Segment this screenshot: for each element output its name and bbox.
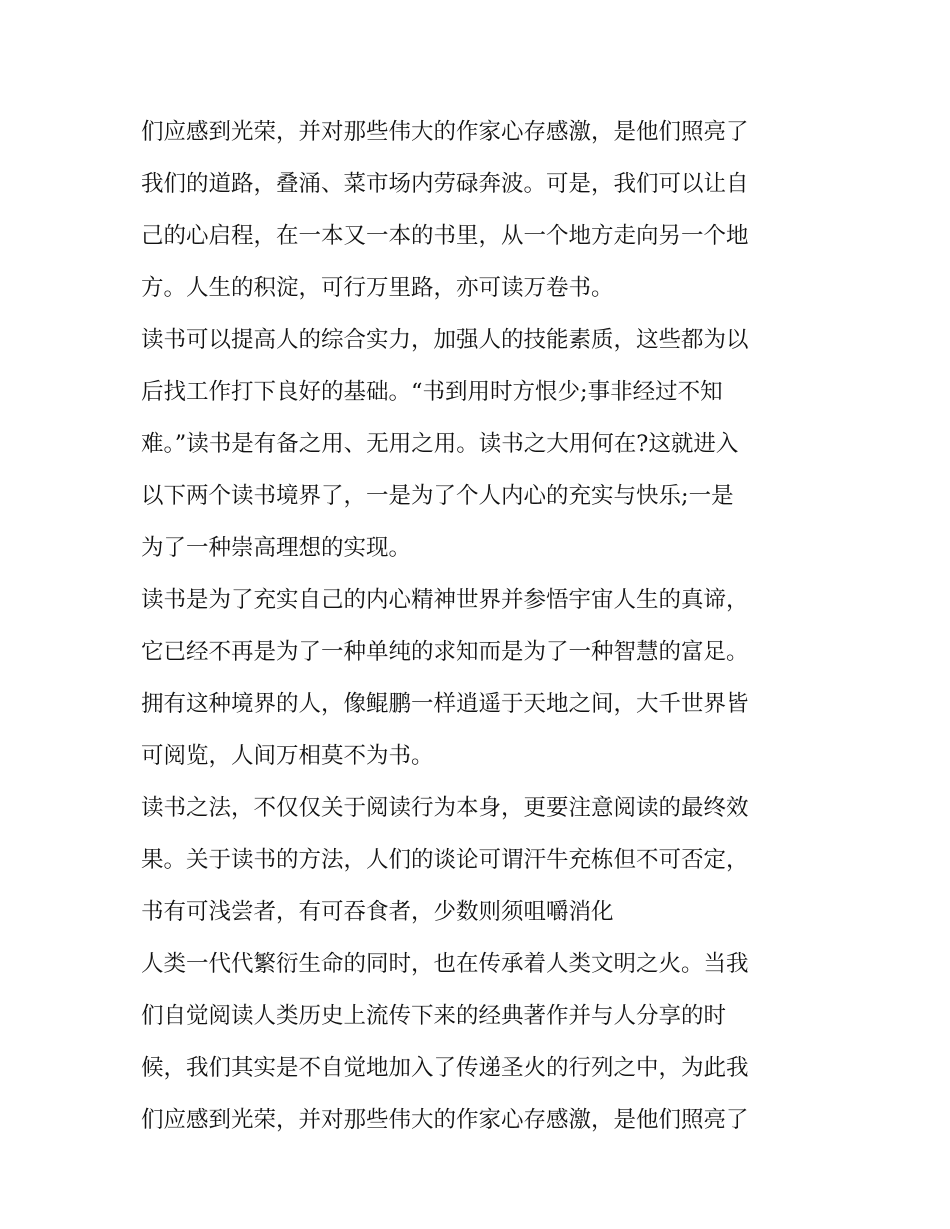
text-line: 读书是为了充实自己的内心精神世界并参悟宇宙人生的真谛，	[141, 587, 749, 613]
text-line: 们自觉阅读人类历史上流传下来的经典著作并与人分享的时	[141, 1003, 727, 1029]
text-line: 为了一种崇高理想的实现。	[141, 535, 412, 561]
text-line: 们应感到光荣，并对那些伟大的作家心存感激，是他们照亮了	[141, 119, 749, 145]
text-line: 果。关于读书的方法，人们的谈论可谓汗牛充栋但不可否定，	[141, 847, 749, 873]
text-line: 们应感到光荣，并对那些伟大的作家心存感激，是他们照亮了	[141, 1107, 749, 1133]
text-line: 己的心启程，在一本又一本的书里，从一个地方走向另一个地	[141, 223, 749, 249]
text-line: 可阅览，人间万相莫不为书。	[141, 743, 434, 769]
text-line: 以下两个读书境界了，一是为了个人内心的充实与快乐;一是	[141, 483, 734, 509]
text-line: 读书可以提高人的综合实力，加强人的技能素质，这些都为以	[141, 327, 749, 353]
text-line: 候，我们其实是不自觉地加入了传递圣火的行列之中，为此我	[141, 1055, 749, 1081]
text-line: 它已经不再是为了一种单纯的求知而是为了一种智慧的富足。	[141, 639, 749, 665]
text-line: 难。”读书是有备之用、无用之用。读书之大用何在?这就进入	[141, 431, 739, 457]
text-line: 方。人生的积淀，可行万里路，亦可读万卷书。	[141, 275, 614, 301]
text-line: 我们的道路，叠涌、菜市场内劳碌奔波。可是，我们可以让自	[141, 171, 749, 197]
body-text	[141, 106, 821, 1146]
text-line: 人类一代代繁衍生命的同时，也在传承着人类文明之火。当我	[141, 951, 749, 977]
text-line: 读书之法，不仅仅关于阅读行为本身，更要注意阅读的最终效	[141, 795, 749, 821]
text-line: 书有可浅尝者，有可吞食者，少数则须咀嚼消化	[141, 899, 614, 925]
text-line: 拥有这种境界的人，像鲲鹏一样逍遥于天地之间，大千世界皆	[141, 691, 749, 717]
text-line: 后找工作打下良好的基础。“书到用时方恨少;事非经过不知	[141, 379, 723, 405]
